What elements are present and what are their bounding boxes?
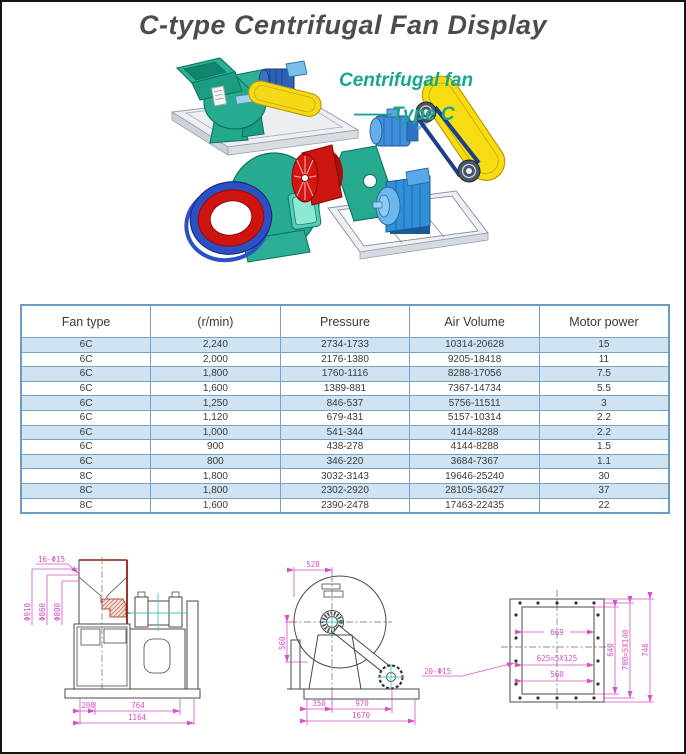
table-cell: 4144-8288 [410, 425, 540, 440]
dim-label-746: 746 [641, 643, 650, 657]
table-cell: 17463-22435 [410, 498, 540, 513]
dim-label-700: 700=5X140 [621, 629, 630, 671]
column-header: Pressure [280, 305, 410, 338]
table-cell: 28105-36427 [410, 483, 540, 498]
dim-label-350: 350 [312, 699, 326, 708]
dim-label-dia800: Φ800 [53, 602, 62, 621]
table-row [21, 425, 669, 440]
drawing-side-view [23, 555, 200, 725]
table-cell: 438-278 [280, 440, 410, 455]
dim-label-bolt-left: 16-Φ15 [38, 555, 66, 564]
table-row [21, 338, 669, 353]
table-cell: 10314-20628 [410, 338, 540, 353]
table-row [21, 381, 669, 396]
table-cell: 3 [539, 396, 669, 411]
table-cell: 3684-7367 [410, 454, 540, 469]
table-cell: 1,000 [151, 425, 281, 440]
dim-label-200: 200 [81, 701, 95, 710]
front-fan-exploded [179, 145, 343, 268]
table-cell: 5157-10314 [410, 410, 540, 425]
table-row [21, 483, 669, 498]
dim-label-bolt-right: 20-Φ15 [424, 667, 452, 676]
dim-label-560v: 560 [278, 636, 287, 650]
table-cell: 1,800 [151, 483, 281, 498]
table-cell: 1,800 [151, 469, 281, 484]
technical-drawings [2, 537, 686, 754]
table-cell: 2176-1380 [280, 352, 410, 367]
table-cell: 7.5 [539, 367, 669, 382]
spec-table [20, 304, 670, 514]
column-header: Air Volume [410, 305, 540, 338]
dim-label-dia860: Φ860 [38, 602, 47, 621]
nameplate [212, 86, 227, 106]
column-header: Motor power [539, 305, 669, 338]
dim-label-528: 528 [306, 560, 320, 569]
table-cell: 6C [21, 454, 151, 469]
page-title: C-type Centrifugal Fan Display [138, 10, 548, 40]
table-header-row [21, 305, 669, 338]
dim-label-625: 625=5X125 [536, 654, 578, 663]
table-cell: 2,240 [151, 338, 281, 353]
table-cell: 1,600 [151, 498, 281, 513]
table-row [21, 410, 669, 425]
table-cell: 2734-1733 [280, 338, 410, 353]
table-row [21, 352, 669, 367]
column-header: (r/min) [151, 305, 281, 338]
table-cell: 6C [21, 338, 151, 353]
fan-illustration [2, 50, 686, 302]
table-cell: 2,000 [151, 352, 281, 367]
table-cell: 11 [539, 352, 669, 367]
table-cell: 6C [21, 425, 151, 440]
dim-label-669: 669 [550, 628, 564, 637]
column-header: Fan type [21, 305, 151, 338]
illustration-label-line1: Centrifugal fan [339, 70, 474, 91]
table-cell: 6C [21, 440, 151, 455]
table-cell: 900 [151, 440, 281, 455]
table-cell: 679-431 [280, 410, 410, 425]
dim-label-560i: 560 [550, 670, 564, 679]
dim-label-970: 970 [355, 699, 369, 708]
table-cell: 1,120 [151, 410, 281, 425]
table-cell: 1760-1116 [280, 367, 410, 382]
rear-fan-unit [172, 58, 358, 155]
impeller [292, 145, 343, 205]
table-row [21, 498, 669, 513]
table-cell: 9205-18418 [410, 352, 540, 367]
table-cell: 1.1 [539, 454, 669, 469]
table-cell: 541-344 [280, 425, 410, 440]
illustration-label-line2: ——Type C [354, 104, 455, 125]
dim-label-dia910: Φ910 [23, 602, 32, 621]
drawing-flange-view [422, 590, 654, 711]
table-cell: 1,600 [151, 381, 281, 396]
table-row [21, 454, 669, 469]
table-cell: 22 [539, 498, 669, 513]
table-cell: 2.2 [539, 425, 669, 440]
table-cell: 6C [21, 410, 151, 425]
table-cell: 1.5 [539, 440, 669, 455]
table-row [21, 396, 669, 411]
table-cell: 1389-881 [280, 381, 410, 396]
table-cell: 2390-2478 [280, 498, 410, 513]
table-cell: 2.2 [539, 410, 669, 425]
table-cell: 6C [21, 352, 151, 367]
table-row [21, 367, 669, 382]
table-cell: 1,250 [151, 396, 281, 411]
table-cell: 800 [151, 454, 281, 469]
table-cell: 19646-25240 [410, 469, 540, 484]
table-cell: 6C [21, 396, 151, 411]
table-cell: 6C [21, 367, 151, 382]
table-row [21, 469, 669, 484]
table-cell: 8C [21, 469, 151, 484]
table-cell: 4144-8288 [410, 440, 540, 455]
table-cell: 346-220 [280, 454, 410, 469]
dim-label-1670: 1670 [351, 711, 371, 720]
table-cell: 15 [539, 338, 669, 353]
dim-label-1164: 1164 [127, 713, 147, 722]
table-cell: 7367-14734 [410, 381, 540, 396]
table-cell: 8288-17056 [410, 367, 540, 382]
table-cell: 8C [21, 498, 151, 513]
table-cell: 5.5 [539, 381, 669, 396]
table-cell: 30 [539, 469, 669, 484]
dim-label-640: 640 [606, 643, 615, 657]
table-row [21, 440, 669, 455]
table-cell: 6C [21, 381, 151, 396]
dim-label-764: 764 [131, 701, 145, 710]
table-cell: 846-537 [280, 396, 410, 411]
table-cell: 8C [21, 483, 151, 498]
table-cell: 1,800 [151, 367, 281, 382]
table-cell: 3032-3143 [280, 469, 410, 484]
drawing-front-view [278, 560, 419, 725]
table-cell: 37 [539, 483, 669, 498]
table-cell: 2302-2920 [280, 483, 410, 498]
table-cell: 5756-11511 [410, 396, 540, 411]
